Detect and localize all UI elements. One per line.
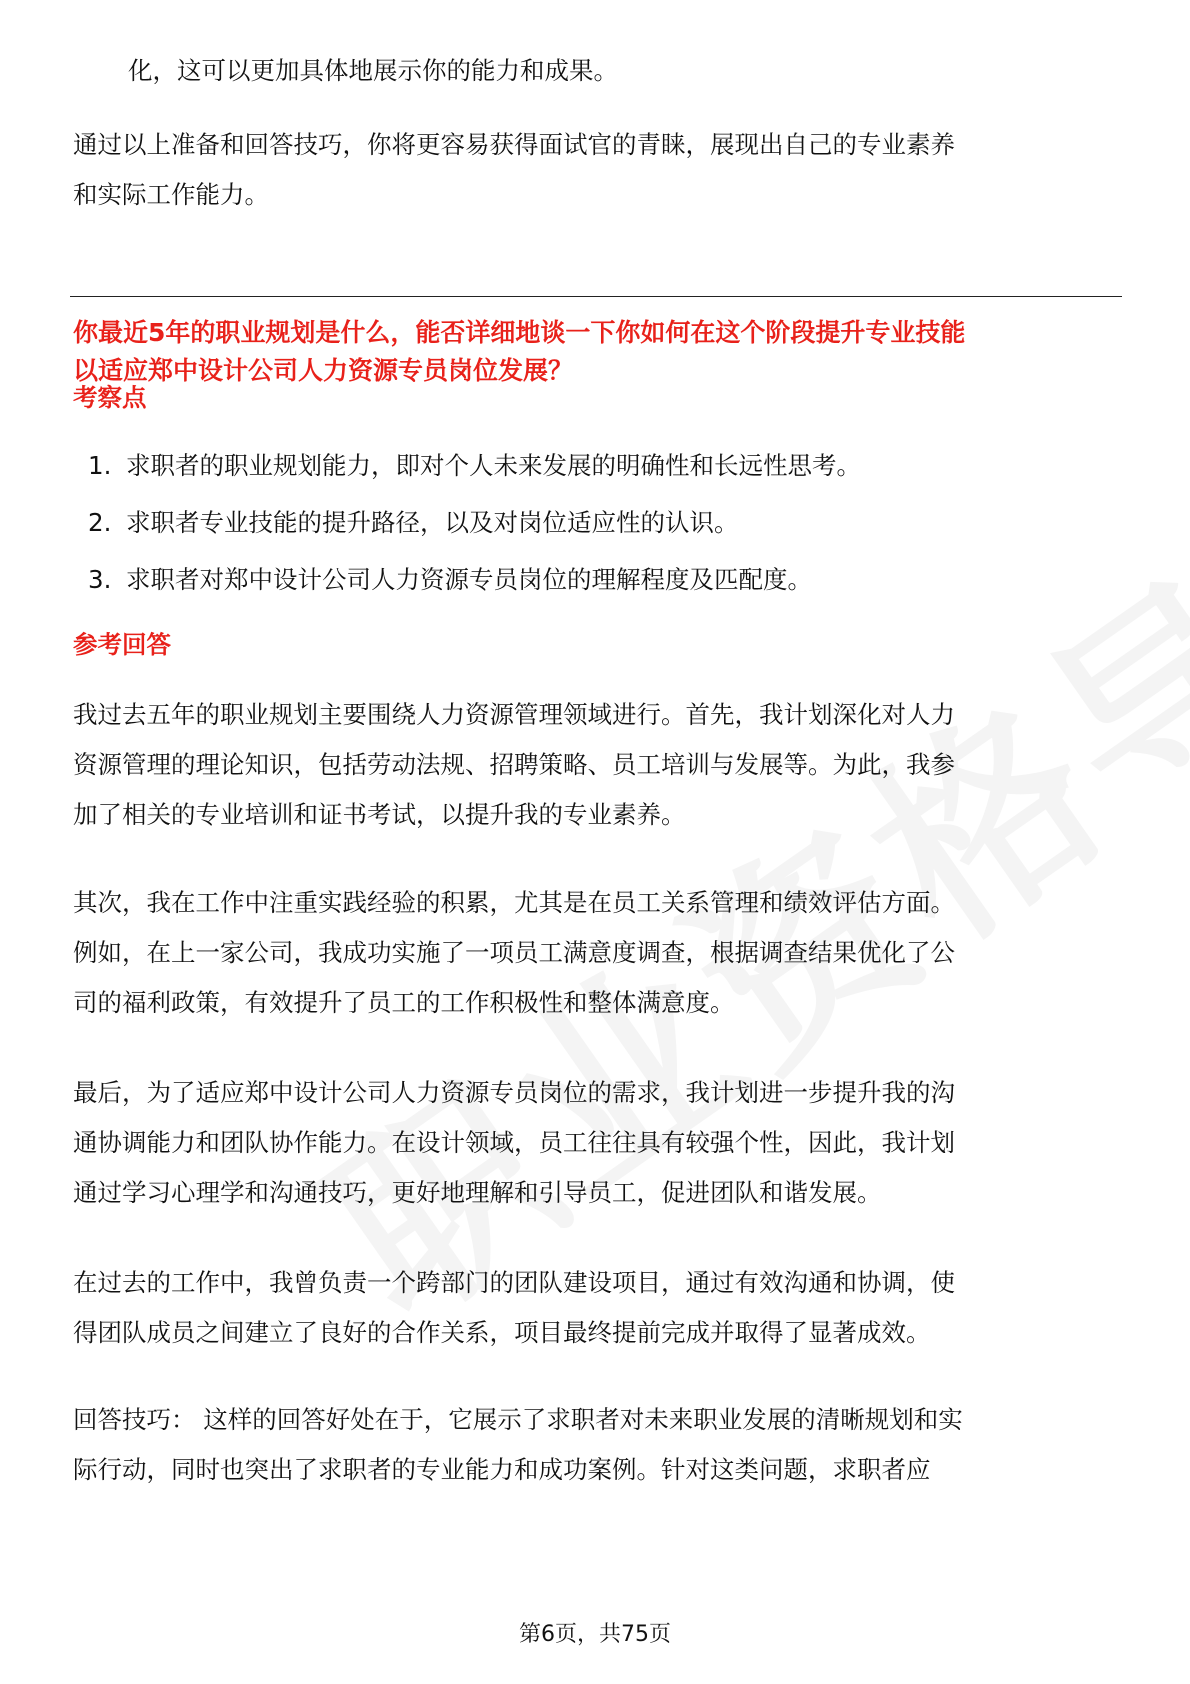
assessment-title: 考察点 <box>73 383 147 412</box>
list-item <box>88 560 812 600</box>
list-item-number: 1. <box>88 451 112 480</box>
answer-paragraph <box>73 690 1118 840</box>
answer-line: 在过去的工作中，我曾负责一个跨部门的团队建设项目，通过有效沟通和协调，使 <box>73 1268 955 1297</box>
answer-line: 司的福利政策，有效提升了员工的工作积极性和整体满意度。 <box>73 988 735 1017</box>
answer-line: 际行动，同时也突出了求职者的专业能力和成功案例。针对这类问题，求职者应 <box>73 1455 931 1484</box>
question-line: 以适应郑中设计公司人力资源专员岗位发展？ <box>73 356 574 385</box>
answer-line: 最后，为了适应郑中设计公司人力资源专员岗位的需求，我计划进一步提升我的沟 <box>73 1078 955 1107</box>
answer-line: 例如，在上一家公司，我成功实施了一项员工满意度调查，根据调查结果优化了公 <box>73 938 955 967</box>
summary-line: 通过以上准备和回答技巧，你将更容易获得面试官的青睐，展现出自己的专业素养 <box>73 130 955 159</box>
top-continuation-text: 化，这可以更加具体地展示你的能力和成果。 <box>128 56 618 85</box>
summary-line: 和实际工作能力。 <box>73 180 269 209</box>
section-divider <box>70 296 1122 297</box>
page-number: 第6页，共75页 <box>519 1622 671 1647</box>
answer-line: 其次，我在工作中注重实践经验的积累，尤其是在员工关系管理和绩效评估方面。 <box>73 888 955 917</box>
question-line: 你最近5年的职业规划是什么，能否详细地谈一下你如何在这个阶段提升专业技能 <box>73 318 966 347</box>
answer-paragraph <box>73 878 1118 1028</box>
answer-paragraph <box>73 1258 1118 1358</box>
list-item-number: 3. <box>88 565 112 594</box>
answer-line: 得团队成员之间建立了良好的合作关系，项目最终提前完成并取得了显著成效。 <box>73 1318 931 1347</box>
list-item <box>88 503 739 543</box>
list-item-text: 求职者对郑中设计公司人力资源专员岗位的理解程度及匹配度。 <box>126 565 812 594</box>
answer-line: 我过去五年的职业规划主要围绕人力资源管理领域进行。首先，我计划深化对人力 <box>73 700 955 729</box>
answer-line: 加了相关的专业培训和证书考试，以提升我的专业素养。 <box>73 800 686 829</box>
reference-title: 参考回答 <box>73 630 171 659</box>
answer-paragraph <box>73 1068 1118 1218</box>
list-item-number: 2. <box>88 508 112 537</box>
answer-line: 资源管理的理论知识，包括劳动法规、招聘策略、员工培训与发展等。为此，我参 <box>73 750 955 779</box>
list-item-text: 求职者的职业规划能力，即对个人未来发展的明确性和长远性思考。 <box>126 451 861 480</box>
answer-line: 回答技巧： 这样的回答好处在于，它展示了求职者对未来职业发展的清晰规划和实 <box>73 1405 963 1434</box>
summary-paragraph <box>73 120 1118 220</box>
list-item-text: 求职者专业技能的提升路径，以及对岗位适应性的认识。 <box>126 508 739 537</box>
question-heading <box>73 314 1123 390</box>
answer-line: 通过学习心理学和沟通技巧，更好地理解和引导员工，促进团队和谐发展。 <box>73 1178 882 1207</box>
answer-tips-paragraph <box>73 1395 1118 1495</box>
list-item <box>88 446 861 486</box>
answer-line: 通协调能力和团队协作能力。在设计领域，员工往往具有较强个性，因此，我计划 <box>73 1128 955 1157</box>
